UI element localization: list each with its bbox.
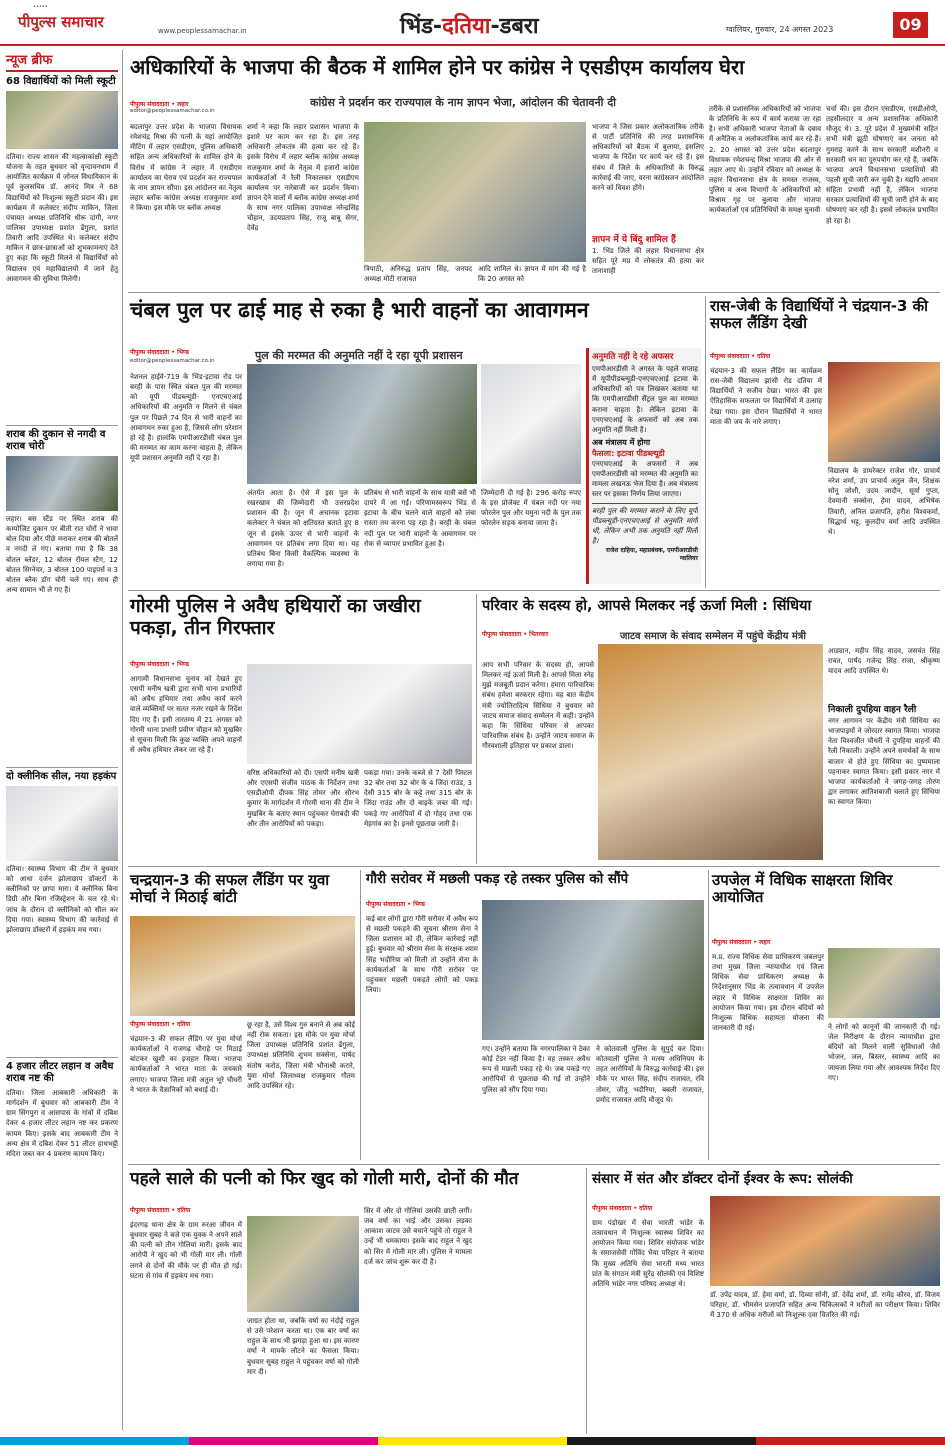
scindia-photo bbox=[598, 644, 823, 860]
byline: पीपुल्स संवाददाता • लहार bbox=[130, 101, 189, 108]
article-column: जिम्मेदारी दी गई है। 296 करोड़ रुपए के इस प्रोजेक्ट में चंबल नदी पर नया फोरलेन पुल और यमुना नदी के पुल तक फोरलेन सड़क बनाया जाना है। bbox=[481, 489, 581, 528]
byline: पीपुल्स संवाददाता • भिण्ड bbox=[366, 901, 425, 908]
byline: पीपुल्स संवाददाता • भिण्ड bbox=[130, 349, 189, 356]
box-quote: बरही पुल की मरम्मत कराने के लिए यूपी पीडब्ल्यूडी-एनएचएआई से अनुमति मांगी थी, लेकिन अभी तक अनुमति नहीं मिली है। bbox=[592, 503, 698, 546]
article-column: गए। उन्होंने बताया कि नगरपालिका ने ठेका कोई टेंडर नहीं किया है। वह तस्कर अवैध रूप से मछली पकड़ रहे थे। जब पकड़े गए आरोपियों से पूछताछ की गई तो उन्होंने पुलिस को सौंप दिया गया। bbox=[482, 1045, 590, 1094]
brief-text: दतिया। स्वास्थ्य विभाग की टीम ने बुधवार को आधा दर्जन झोलाछाप डॉक्टरों के क्लीनिकों पर छापा मारा। ये क्लीनिक बिना डिग्री और बिना रजिस्ट्रेशन के चल रहे थे। जांच के दौरान दो क्लीनिकों को सील कर दिया गया। स्वास्थ्य विभाग की कार्रवाई से झोलाछाप डॉक्टरों में हड़कंप मच गया। bbox=[6, 865, 118, 934]
column-divider bbox=[122, 50, 123, 1430]
brief-title[interactable]: शराब की दुकान से नगदी व शराब चोरी bbox=[6, 425, 118, 453]
brief-heading: न्यूज ब्रीफ bbox=[6, 50, 118, 72]
article-column: जाग्रत होता था, जबकि वर्षा का नंदोई राहुल से उसे परेशान करता था। एक बार वर्षा का राहुल के साथ भी झगड़ा हुआ था। इस कारण वर्षा ने मायके लौटने का फैसला किया। बुधवार सुबह राहुल ने पहुंचकर वर्षा को गोली मार दी। bbox=[247, 1317, 359, 1376]
article-column: आप सभी परिवार के सदस्य हो, आपसे मिलकर नई ऊर्जा मिली है। आपसे मिला स्नेह मुझे मजबूती प्रदान करेगा। हमारा पारिवारिक संबंध हमेशा बरकरार रहेगा। यह बात केंद्रीय मंत्री ज्योतिरादित्य सिंधिया ने बुधवार को जाटव समाज संवाद सम्मेलन में कही। उन्होंने कहा कि सिंधिया परिवार से आपका पारिवारिक संबंध है। उन्होंने जाटव समाज के गौरवशाली इतिहास पर प्रकाश डाला। bbox=[482, 661, 594, 751]
brief-column bbox=[6, 50, 118, 1430]
gauri-headline[interactable]: गौरी सरोवर में मछली पकड़ रहे तस्कर पुलिस को सौंपे bbox=[366, 871, 629, 887]
column-divider bbox=[476, 594, 477, 864]
brief-text: दतिया। जिला आबकारी अधिकारी के मार्गदर्शन में बुधवार को आबकारी टीम ने ग्राम सिंगपुरा व आसपास के गांवों में दबिश देकर 4 हजार लीटर लहान नष्ट कर प्रकरण कायम किए। इसके बाद आबकारी टीम ने अन्य क्षेत्र में दबिश देकर 51 लीटर हाथभट्टी मदिरा जब्त कर 4 प्रकरण कायम किए। bbox=[6, 1089, 118, 1158]
masthead bbox=[0, 0, 945, 46]
section-divider bbox=[128, 866, 940, 867]
brief-photo bbox=[6, 91, 118, 149]
email-link[interactable]: editor@peoplessamachar.co.in bbox=[130, 358, 215, 364]
byline: पीपुल्स संवाददाता • भिण्ड bbox=[130, 661, 189, 668]
article-column: भाजपा ने जिस प्रकार अलोकतांत्रिक तरीके से पार्टी प्रतिनिधि की तरह प्रशासनिक अधिकारियों को बैठक में बुलाया, इसलिए भाजपा के निर्देश पर कार्य कर रहे हैं। इस संबंध में जिले के अधिकारियों के विरुद्ध कार्रवाई की जाए, वरना कांग्रेसजन आंदोलित करने को विवश होंगे। bbox=[592, 123, 704, 192]
upjel-photo bbox=[828, 948, 940, 1018]
section-divider bbox=[128, 1164, 940, 1165]
article-column: चर्चा की। इस दौरान एसडीएम, एसडीओपी, तहसीलदार व अन्य प्रशासनिक अधिकारी मौजूद थे। 3. पूरे प्रदेश में मुख्यमंत्री सहित सभी मंत्री झूठी घोषणाएं कर जनता को गुमराह करने के साथ सरकारी मशीनरी व सरकारी धन का दुरुपयोग कर रहे हैं, जबकि भाजपा अपने विधानसभा प्रत्याशियों की पहली सूची जारी कर चुकी है। यद्यपि आचार संहिता प्रभावी नहीं है, लेकिन भाजपा सरकार प्रत्याशियों की सूची जारी होने के बाद घोषणाएं कर रही है। इससे लोकतंत्र प्रभावित हो रहा है। bbox=[826, 105, 938, 225]
chambal-sidebar-box bbox=[586, 348, 701, 584]
brief-text: लहार। बस स्टैंड पर स्थित शराब की कम्पोजिट दुकान पर बीती रात चोरों ने धावा बोल दिया और पीछे मनाकर शराब की बोतलें व नगदी ले गए। बताया गया है कि 38 बोतल ब्लेंडर, 12 बोतल रॉयल स्टैग, 12 बोतल सिग्नेचर, 3 बोतल 100 पाइपर्स व 3 बोतल ब्लैक डॉग चोरी चले गए। साथ ही अन्य सामान भी ले गए हैं। bbox=[6, 515, 118, 594]
brief-title[interactable]: 4 हजार लीटर लहान व अवैध शराब नष्ट की bbox=[6, 1057, 118, 1085]
box-sub-title: अब मंत्रालय में होगा bbox=[592, 438, 651, 447]
article-column: ने कोतवाली पुलिस के सुपुर्द कर दिया। कोतवाली पुलिस ने मत्स्य अधिनियम के तहत आरोपियों के विरुद्ध कार्रवाई की। इस मौके पर भारत सिंह, संदीप राजावत, रवि तोमर, जीतू भदौरिया, बबली राजावत, प्रमोद राजावत आदि मौजूद थे। bbox=[596, 1045, 704, 1104]
brief-title[interactable]: 68 विद्यार्थियों को मिली स्कूटी bbox=[6, 76, 116, 87]
article-column: चंद्रयान-3 की सफल लैंडिंग पर युवा मोर्चा कार्यकर्ताओं ने राजगढ़ चौराहे पर मिठाई बांटकर खुशी का इजहार किया। भाजपा कार्यकर्ताओं ने भारत माता के जयकारे लगाए। भाजपा जिला मंत्री अतुल भूरे चौधरी ने भारत के वैज्ञानिकों को बधाई दी। bbox=[130, 1035, 242, 1094]
gauri-photo bbox=[482, 900, 704, 1040]
students-photo bbox=[828, 362, 940, 462]
box-text: एनएचएआई के अफसरों ने अब एमपीआरडीसी को मरम्मत की अनुमति का मामला लखनऊ भेज दिया है। अब मंत्रालय स्तर पर इसका निर्णय लिया जाएगा। bbox=[592, 460, 698, 499]
box-title: अनुमति नहीं दे रहे अफसर bbox=[592, 352, 674, 362]
article-column: नगर आगमन पर केंद्रीय मंत्री सिंधिया का भाजपाइयों ने जोरदार स्वागत किया। भाजपा नेता विश्वजीत चौधरी ने दुपहिया वाहनों की रैली निकाली। उन्होंने अपने समर्थकों के साथ बाजार से होते हुए सिंधिया का पुष्पमाला पहनाकर स्वागत किया। इसी प्रकार नगर में भाजपा कार्यकर्ताओं ने जगह-जगह तोरण द्वार लगाकर आतिशबाजी चलाते हुए सिंधिया का स्वागत किया। bbox=[828, 717, 940, 807]
byline: पीपुल्स संवाददाता • लहार bbox=[712, 939, 771, 946]
newspaper-logo: पीपुल्स समाचार bbox=[18, 13, 104, 31]
article-column: म.प्र. राज्य विधिक सेवा प्राधिकरण जबलपुर तथा मुख्य जिला न्यायाधीश एवं जिला विधिक सेवा प्राधिकरण अध्यक्ष के निर्देशानुसार भिंड के तत्वावधान में उपजेल लहार में विधिक साक्षरता शिविर का आयोजन किया गया। इस दौरान बंदियों को निःशुल्क विधिक सहायता योजना की जानकारी दी गई। bbox=[712, 953, 824, 1032]
article-column: आड्यान, महीप सिंह यादव, जसवंत सिंह रावत, पार्षद गजेन्द्र सिंह राजा, श्रीकृष्ण यादव आदि उपस्थित थे। bbox=[828, 647, 940, 676]
yuva-photo bbox=[130, 916, 355, 1016]
article-column: डॉ. उपेंद्र यादव, डॉ. हेमा वर्मा, डॉ. दिव्या सोनी, डॉ. देवेंद्र शर्मा, डॉ. रामेंद्र कौरव, डॉ. विजय परिहार, डॉ. भीमसेन प्रजापति सहित अन्य चिकित्सकों ने मरीजों का परीक्षण किया। शिविर में 370 से अधिक मरीजों को निःशुल्क दवा वितरित की गई। bbox=[710, 1291, 940, 1320]
article-column: तरीके से प्रशासनिक अधिकारियों को भाजपा के प्रतिनिधि के रूप में कार्य कराया जा रहा है। सभी अधिकारी भाजपा नेताओं के दबाव में अनैतिक व अलोकतांत्रिक कार्य कर रहे हैं। 2. 20 अगस्त को उत्तर प्रदेश बदलापुर विधायक रमेशचन्द्र मिश्रा भाजपा की ओर से लहार आए थे। उन्होंने रविवार को अध्यक्ष के लहार विधानसभा क्षेत्र के समस्त राजस्व, पुलिस व अन्य विभागों के अधिकारियों को विश्राम गृह पर बुलाया और भाजपा कार्यकर्ताओं एवं प्रतिनिधियों के समक्ष चुनावी bbox=[709, 105, 821, 215]
website-url[interactable]: www.peoplessamachar.in bbox=[158, 27, 247, 35]
section-title bbox=[400, 10, 539, 40]
article-column: कई बार लोगों द्वारा गौरी सरोवर में अवैध रूप से मछली पकड़ने की सूचना श्रीराम सेना ने जिला प्रशासन को दी, लेकिन कार्रवाई नहीं हुई। बुधवार को श्रीराम सेना के संरक्षक श्याम सिंह भदौरिया को मिली तो उन्होंने सेना के कार्यकर्ताओं के साथ गौरी सरोवर पर पहुंचकर मछली पकड़ते लोगों को पकड़ लिया। bbox=[366, 915, 478, 994]
article-column: ने लोगों को कानूनों की जानकारी दी गई। जेल निरीक्षण के दौरान न्यायाधीश द्वारा बंदियों को मिलने वाली सुविधाओं जैसे भोजन, जल, बिस्तर, स्वास्थ्य आदि का जायजा लिया गया और आवश्यक निर्देश दिए गए। bbox=[828, 1023, 940, 1082]
section-part-a: भिंड- bbox=[400, 14, 443, 39]
chambal-subhead: पुल की मरम्मत की अनुमति नहीं दे रहा यूपी प्रशासन bbox=[255, 349, 463, 362]
brief-title[interactable]: दो क्लीनिक सील, नया हड़कंप bbox=[6, 767, 118, 783]
article-column: चंद्रयान-3 की सफल लैंडिंग का कार्यक्रम रास-जेबी विद्यालय झांसी रोड दतिया में विद्यार्थियों ने सजीव देखा। भारत की इस ऐतिहासिक सफलता पर विद्यार्थियों में उत्साह देखा गया। इस दौरान विद्यार्थियों ने भारत माता की जय के नारे लगाए। bbox=[710, 367, 822, 426]
byline: पीपुल्स संवाददाता • दतिया bbox=[130, 1207, 191, 1214]
column-divider bbox=[708, 870, 709, 1160]
article-column: बदलापुर उत्तर प्रदेश के भाजपा विधायक रमेशचंद्र मिश्रा की पत्नी के यहां आयोजित मीटिंग में लहार एसडीएम, पुलिस अधिकारी सहित अन्य अधिकारियों के शामिल होने के विरोध में कांग्रेस ने लहार में एसडीएम कार्यालय का घेराव एवं प्रदर्शन कर राज्यपाल के नाम ज्ञापन सौंपा। इस आंदोलन का नेतृत्व लहार ब्लॉक कांग्रेस अध्यक्ष राजकुमार शर्मा ने किया। इस मौके पर ब्लॉक अध्यक्ष bbox=[130, 123, 242, 213]
bridge-photo bbox=[247, 364, 477, 484]
box-text: एमपीआरडीसी ने अगस्त के पहले सप्ताह में यूपीपीडब्ल्यूडी-एनएचएआई इटावा के अधिकारियों को पत्र लिखकर बताया था कि एमपीआरडीसी सैंट्रल पुल का मरम्मत कराना चाहता है। लेकिन इटावा के एनएचएआई के अफसरों को अब तक अनुमति नहीं मिली है। bbox=[592, 365, 698, 434]
print-color-bar bbox=[0, 1437, 945, 1445]
article-column: विद्यालय के डायरेक्टर राजेश गोर, प्राचार्य नरेश शर्मा, उप प्राचार्य अतुल जैन, शिक्षक सोनू जोशी, उदय जादौन, सूर्या गुप्ता, देवमानी सक्सेना, हेमा यादव, अभिषेक तिवारी, अनिल प्रजापति, हरीश विश्वकर्मा, सिद्धार्थ भट्ट, कुलदीप वर्मा आदि उपस्थित थे। bbox=[828, 467, 940, 536]
lead-subhead: कांग्रेस ने प्रदर्शन कर राज्यपाल के नाम ज्ञापन भेजा, आंदोलन की चेतावनी दी bbox=[310, 96, 617, 109]
dateline: ग्वालियर, गुरुवार, 24 अगस्त 2023 bbox=[726, 25, 834, 34]
weapons-photo bbox=[247, 664, 472, 764]
scindia-subhead: जाटव समाज के संवाद सम्मेलन में पहुंचे केंद्रीय मंत्री bbox=[620, 631, 806, 642]
column-divider bbox=[705, 296, 706, 588]
brief-text: दतिया। राज्य शासन की महत्वाकांक्षी स्कूटी योजना के तहत बुधवार को वृन्दावनधाम में आयोजित कार्यक्रम में जोनल विधायिकान के पूर्व कुलसचिव डॉ. आनंद मित्र ने 68 विद्यार्थियों को निःशुल्क स्कूटी प्रदान की। इस कार्यक्रम में कलेक्टर संदीप माकिन, जिला पंचायत अध्यक्ष प्रतिनिधि धीरू दांगी, नगर पालिका उपाध्यक्ष प्रशांत ढेंगुला, प्रशांत तिवारी आदि उपस्थित थे। कलेक्टर संदीप माकिन ने छात्र-छात्राओं को शुभकामनाएं देते हुए कहा कि स्कूटी मिलने से विद्यार्थियों को विद्यालय एवं महाविद्यालयों में जाने हेतु आवागमन की सुविधा मिलेगी। bbox=[6, 153, 118, 283]
murder-photo bbox=[247, 1216, 359, 1312]
protest-photo bbox=[364, 122, 586, 262]
gormi-headline[interactable]: गोरमी पुलिस ने अवैध हथियारों का जखीरा पकड़ा, तीन गिरफ्तार bbox=[130, 595, 421, 639]
section-divider bbox=[128, 590, 940, 591]
scindia-sub2: निकाली दुपहिया वाहन रैली bbox=[828, 705, 917, 715]
bridge-photo bbox=[481, 364, 581, 484]
column-divider bbox=[360, 870, 361, 1160]
byline: पीपुल्स संवाददाता • दतिया bbox=[592, 1205, 653, 1212]
lead-headline[interactable]: अधिकारियों के भाजपा की बैठक में शामिल होने पर कांग्रेस ने एसडीएम कार्यालय घेरा bbox=[130, 55, 745, 79]
email-link[interactable]: editor@peoplessamachar.co.in bbox=[130, 108, 215, 114]
article-column: शर्मा ने कहा कि लहार प्रशासन भाजपा के इशारे पर काम कर रहा है। इस तरह अधिकारी लोकतंत्र की हत्या कर रहे हैं। इसके विरोध में लहार ब्लॉक कांग्रेस अध्यक्ष राजकुमार शर्मा के नेतृत्व में हजारों कांग्रेस कार्यकर्ताओं ने रैली निकालकर एसडीएम कार्यालय पर नारेबाजी कर प्रदर्शन किया। ज्ञापन देने वालों में ब्लॉक कांग्रेस अध्यक्ष शर्मा के साथ नगर पालिका उपाध्यक्ष नरेन्द्रसिंह चौहान, उदयप्रताप सिंह, राजू बाबू सेंगर, देवेंद्र bbox=[247, 123, 359, 233]
chambal-headline[interactable]: चंबल पुल पर ढाई माह से रुका है भारी वाहनों का आवागमन bbox=[130, 298, 589, 322]
students-headline[interactable]: रास-जेबी के विद्यार्थियों ने चंद्रयान-3 की सफल लैंडिंग देखी bbox=[710, 297, 929, 333]
article-column: छू रहा है, उसे विश्व गुरु बनाने से अब कोई नहीं रोक सकता। इस मौके पर युवा मोर्चा जिला उपाध्यक्ष प्रतिनिधि प्रशांत ढेंगुला, उपाध्यक्ष प्रतिनिधि शुभम सक्सेना, पार्षद संतोष करोठ, जिला मंत्री भौनाश्री करारे, युवा मोर्चा जिलाध्यक्ष राजकुमार गौतम आदि उपस्थित रहे। bbox=[247, 1021, 355, 1090]
logo-tagline-icon: ••••• bbox=[33, 4, 48, 10]
article-column: वरिष्ठ अधिकारियों को दी। एसपी मनीष खत्री और एएसपी संजीव पाठक के निर्देशन तथा एसडीओपी दीपक सिंह तोमर और सौरभ कुमार के मार्गदर्शन में गोरमी थाना की टीम ने मुखबिर के बताए स्थान पहुंचकर घेराबंदी की और तीन आरोपियों को पकड़ा। bbox=[247, 769, 359, 828]
section-divider bbox=[128, 292, 940, 293]
article-column: नेशनल हाईवे-719 के भिंड-इटावा रोड पर बरही के पास स्थित चंबल पुल की मरम्मत को यूपी पीडब्ल्यूडी- एनएचएआई अधिकारियों की अनुमति न मिलने से चंबल पुल पर पिछले 74 दिन से भारी वाहनों का आवागमन रुका हुआ है, जिससे लोग परेशान हो रहे हैं। हालांकि एमपीआरडीसी चंबल पुल की मरम्मत का काम करना चाहता है, लेकिन यूपी प्रशासन अनुमति नहीं दे रहा है। bbox=[130, 373, 242, 463]
article-column: आदि शामिल थे। ज्ञापन में मांग की गई है कि 20 अगस्त को bbox=[478, 265, 586, 284]
lead-points-title: ज्ञापन में ये बिंदु शामिल हैं bbox=[592, 235, 676, 245]
upjel-headline[interactable]: उपजेल में विधिक साक्षरता शिविर आयोजित bbox=[712, 871, 893, 907]
article-column: 1. भिंड जिले की लहार विधानसभा क्षेत्र सहित पूरे मप्र में लोकतंत्र की हत्या कर तानाशाही bbox=[592, 247, 704, 276]
byline: पीपुल्स संवाददाता • दतिया bbox=[710, 353, 771, 360]
murder-headline[interactable]: पहले साले की पत्नी को फिर खुद को गोली मारी, दोनों की मौत bbox=[130, 1169, 519, 1189]
article-column: प्रतिबंध से भारी वाहनों के साथ यात्री बसें भी दायरे में आ गईं। परिणामस्वरूप भिंड से इटावा के बीच चलने वाले वाहनों को लंबा रास्ता तय करना पड़ रहा है। बरही के चंबल नदी पुल पर भारी वाहनों के आवागमन पर रोक से व्यापार प्रभावित हुआ है। bbox=[364, 489, 476, 548]
byline: पीपुल्स संवाददाता • दतिया bbox=[130, 1021, 191, 1028]
brief-photo bbox=[6, 786, 118, 861]
box-sub-title-2: फैसला: इटावा पीडब्ल्यूडी bbox=[592, 449, 665, 458]
article-column: सिर में और दो गोलियां उसकी छाती लगीं। जब वर्षा का भाई और उसका लड़का आकाश जाटव उसे बचाने पहुंचे तो राहुल ने उन्हें भी धमकाया। इसके बाद राहुल ने खुद को सिर में गोली मार ली। पुलिस ने मामला दर्ज कर जांच शुरू कर दी है। bbox=[364, 1207, 472, 1266]
article-column: आगामी विधानसभा चुनाव को देखते हुए एसपी मनीष खत्री द्वारा सभी थाना प्रभारियों को अवैध हथियार तथा अवैध कार्य करने वाले व्यक्तियों पर सतत नजर रखने के निर्देश दिए गए हैं। इसी तारतम्य में 21 अगस्त को गोरमी थाना प्रभारी प्रवीण चौहान को मुखबिर से सूचना मिली कि कुछ व्यक्ति अपने वाहनों से अवैध हथियार लेकर जा रहे हैं। bbox=[130, 675, 242, 754]
article-column: इंदरगढ़ थाना क्षेत्र के ग्राम रुरआ जीवन में बुधवार सुबह ने बजे एक युवक ने अपने साले की पत्नी को तीन गोलियां मारीं। इसके बाद आरोपी ने खुद को भी गोली मार ली। गोली लगने से दोनों की मौके पर ही मौत हो गई। घटना से गांव में हड़कंप मच गया। bbox=[130, 1221, 242, 1280]
column-divider bbox=[586, 1168, 587, 1434]
article-column: त्रिपाठी, अनिरुद्ध प्रताप सिंह, जनपद अध्यक्ष मोटी राजावत bbox=[364, 265, 472, 284]
section-part-c: -डबरा bbox=[490, 14, 539, 39]
scindia-headline[interactable]: परिवार के सदस्य हो, आपसे मिलकर नई ऊर्जा मिली : सिंधिया bbox=[482, 598, 812, 614]
article-column: ग्राम पंडोखर में सेवा भारती भांडेर के तत्वावधान में निःशुल्क स्वास्थ्य शिविर का आयोजन किया गया। शिविर संयोजक भांडेर के समाजसेवी गोविंद भैया परिहार ने बताया कि मुख्य अतिथि सेवा भारती मध्य भारत प्रांत के संगठन मंत्री सुरेंद्र सोलंकी एवं विशिष्ट अतिथि भांडेर नगर परिषद अध्यक्ष थे। bbox=[592, 1219, 704, 1288]
solanki-headline[interactable]: संसार में संत और डॉक्टर दोनों ईश्वर के रूप: सोलंकी bbox=[592, 1171, 853, 1187]
page-number: 09 bbox=[893, 12, 928, 38]
lead-byline-block bbox=[130, 100, 250, 114]
article-column: अंतर्गत आता है। ऐसे में इस पुल के रखरखाव की जिम्मेदारी भी उत्तरप्रदेश प्रशासन की है। जून में अचानक इटावा कलेक्टर ने चंबल को क्षतिग्रस्त बताते हुए 8 जून से इसके ऊपर से भारी वाहनों के आवागमन पर प्रतिबंध लगा दिया था। यह प्रतिबंध बिना किसी वैकल्पिक व्यवस्था के लगाया गया है। bbox=[247, 489, 359, 568]
solanki-photo bbox=[710, 1196, 940, 1286]
yuva-headline[interactable]: चन्द्रयान-3 की सफल लैंडिंग पर युवा मोर्चा ने मिठाई बांटी bbox=[130, 871, 330, 907]
byline: पीपुल्स संवाददाता • भितरवार bbox=[482, 631, 549, 638]
section-part-b: दतिया bbox=[442, 14, 491, 39]
quote-author: राजेश दाहिया, महाप्रबंधक, एमपीआरडीसी ग्वालियर bbox=[605, 547, 698, 562]
brief-photo bbox=[6, 456, 118, 511]
article-column: पकड़ा गया। उनके कब्जे से 7 देसी पिस्टल 32 बोर तथा 32 बोर के 4 जिंदा राउंड, 3 देसी 315 बोर के कट्टे तथा 315 बोर के जिंदा राउंड और दो बाइकें जब्त की गईं। पकड़े गए आरोपियों में दो गोहद तथा एक मेहगांव का है। इनसे पूछताछ जारी है। bbox=[364, 769, 472, 828]
